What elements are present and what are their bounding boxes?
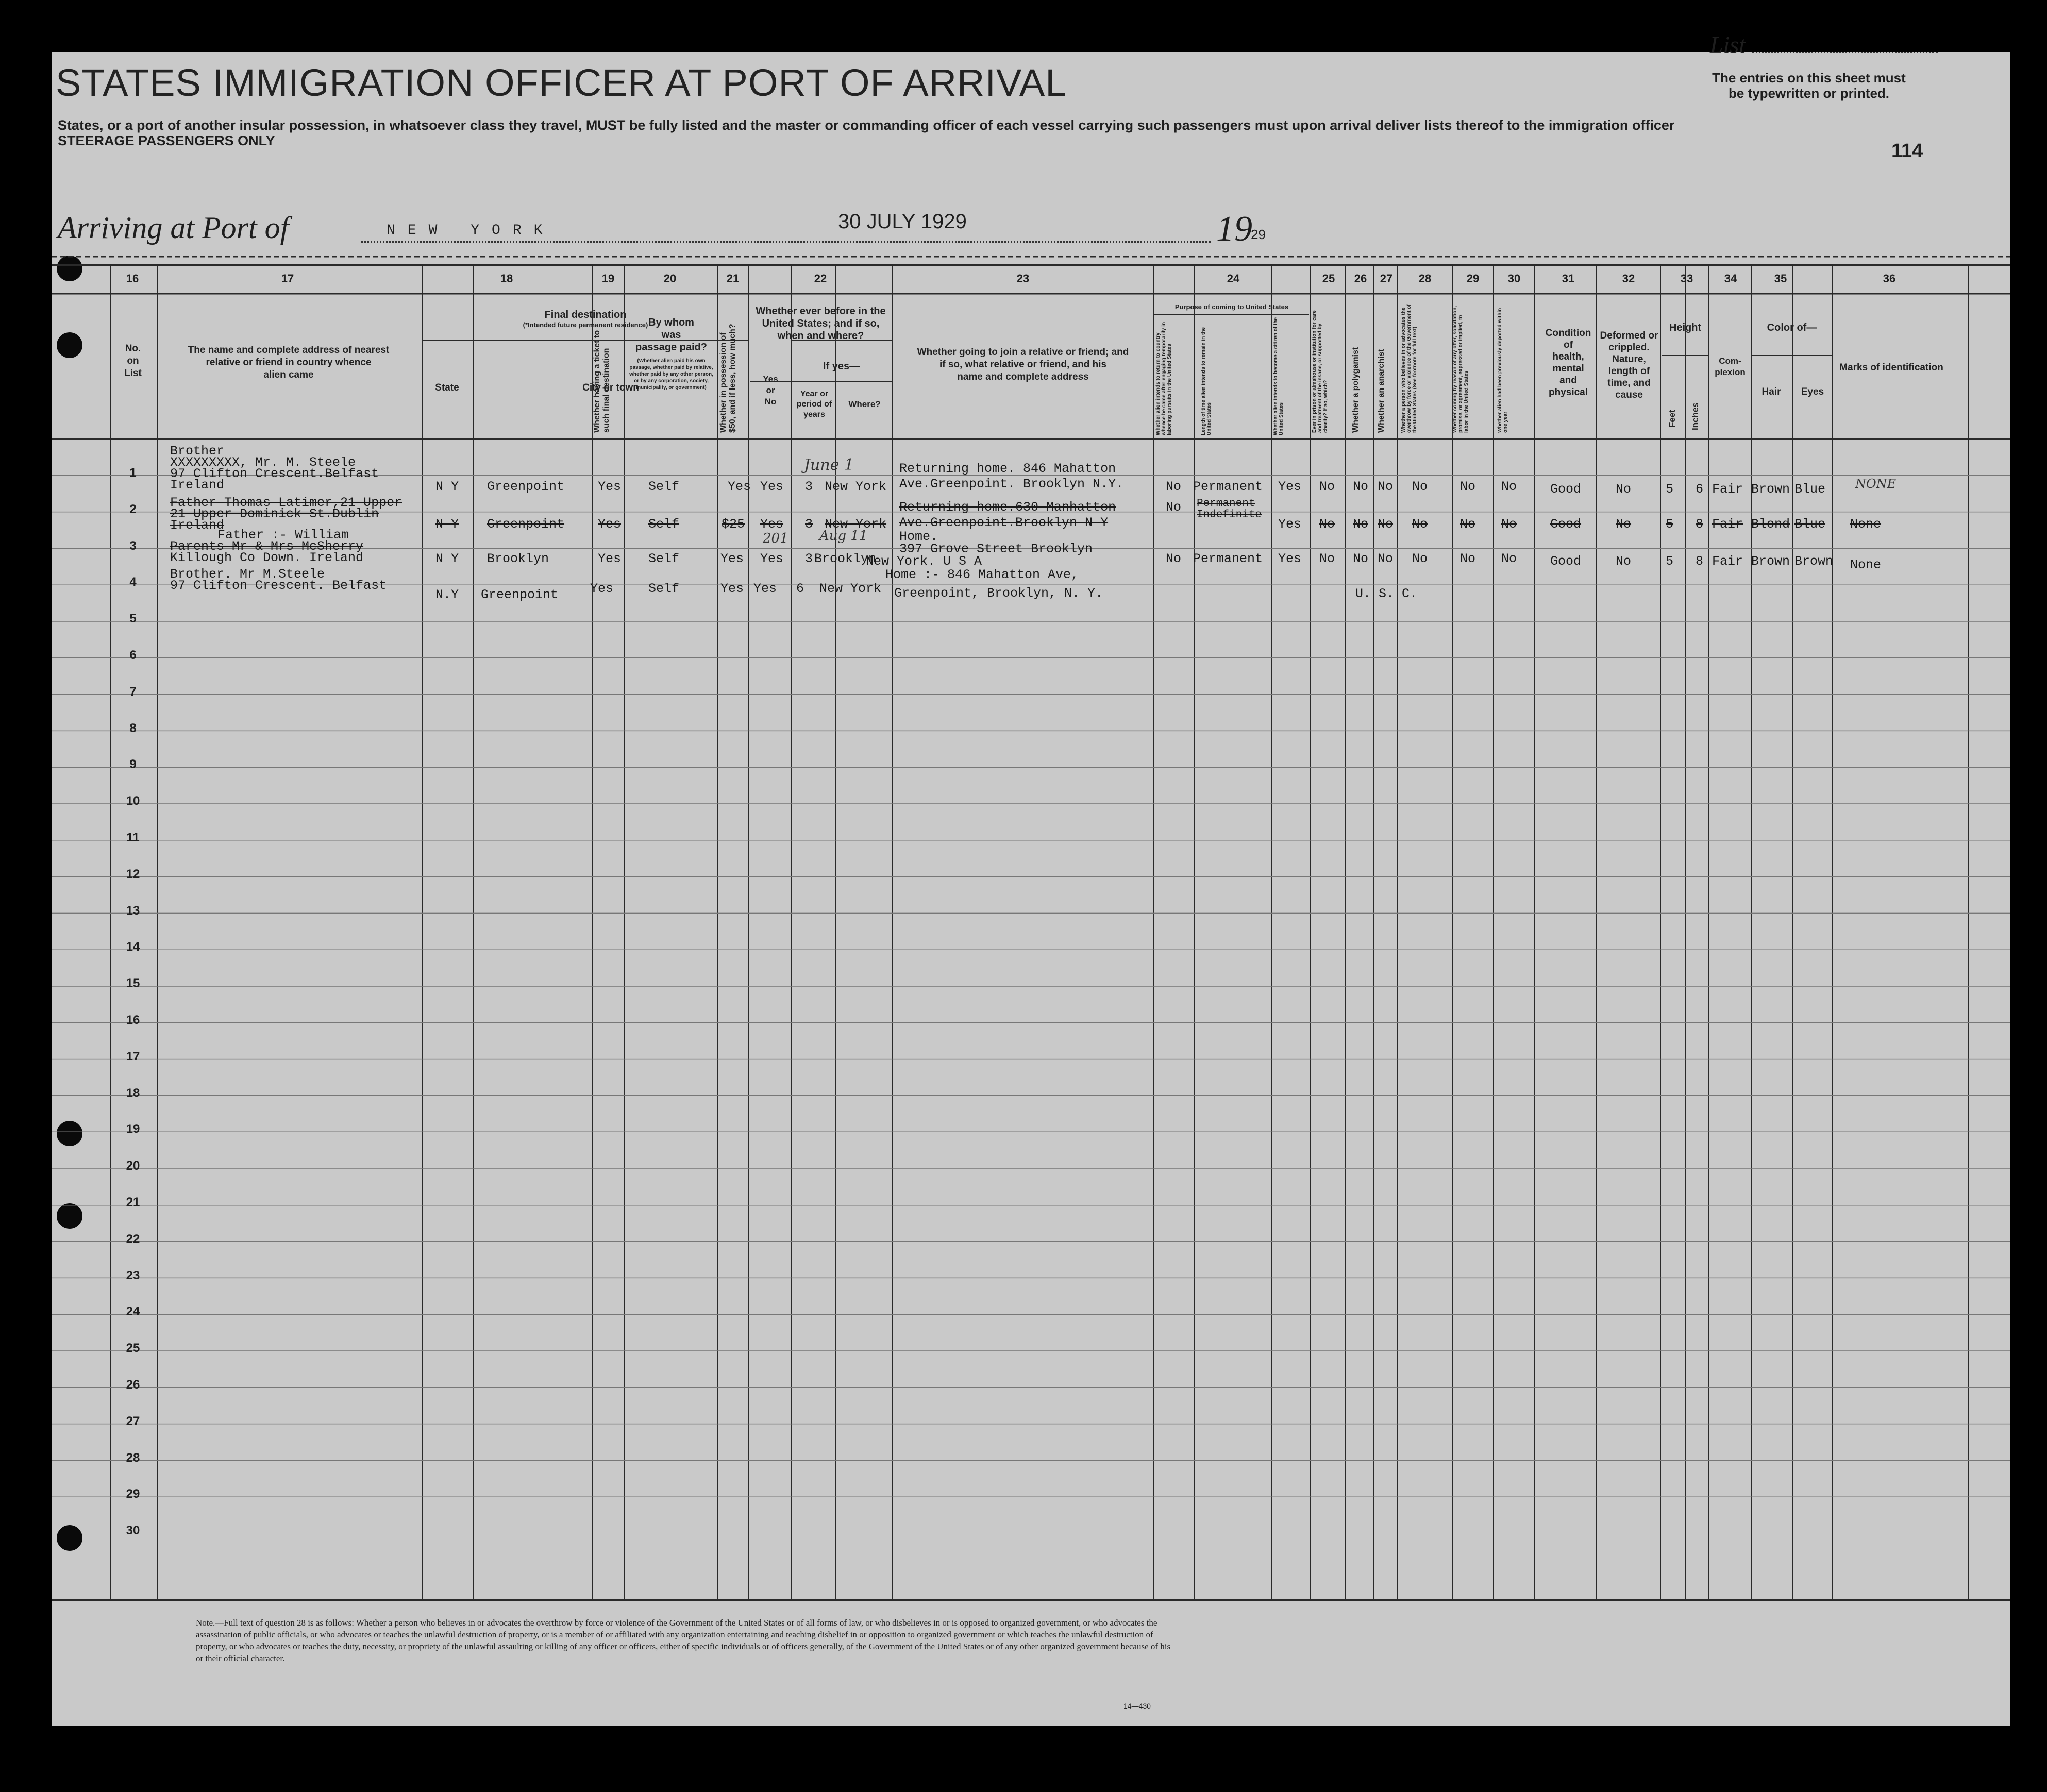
col-num: 23 xyxy=(1016,272,1030,285)
entry-3-return: No xyxy=(1166,551,1182,566)
header-inches: Inches xyxy=(1690,402,1700,430)
header-col29: Whether coming by reason of any offer, solicitation, promise, or agreement, expressed or implied, to labor in the United States xyxy=(1452,306,1469,433)
entry-4-join: Home :- 846 Mahatton Ave, Greenpoint, Brooklyn, N. Y. xyxy=(885,567,1103,601)
header-eyes: Eyes xyxy=(1801,386,1824,397)
arrival-date: 30 JULY 1929 xyxy=(838,210,967,233)
row-number: 9 xyxy=(129,757,137,772)
col-num: 33 xyxy=(1680,272,1693,285)
entry-1-before: Yes xyxy=(760,479,784,494)
entry-3-city: Brooklyn xyxy=(487,551,549,566)
header-col20: By whom was passage paid? (Whether alien paid his own passage, whether paid by relative, whether paid by any other person, or by any corporation, society, municipality, or government) xyxy=(629,317,713,391)
entry-1-complexion: Fair xyxy=(1712,482,1743,497)
entry-3-hair: Brown xyxy=(1751,554,1790,569)
entry-3-relative: Father :- William Parents Mr & Mrs McSherry Killough Co Down. Ireland xyxy=(170,528,364,565)
entry-3-polygamist: No xyxy=(1353,551,1369,566)
list-label: List xyxy=(1710,31,1746,58)
entry-4-paid: Self xyxy=(648,581,680,596)
entry-2-complexion: Fair xyxy=(1712,517,1743,532)
entry-3-offer: No xyxy=(1460,551,1476,566)
header-col19: Whether having a ticket to such final destination xyxy=(593,330,611,433)
entry-2-handwritten: Aug 11 xyxy=(819,528,868,544)
row-number: 12 xyxy=(126,867,140,881)
row-number: 7 xyxy=(129,684,137,699)
entry-3-years: 3 xyxy=(805,551,813,566)
row-number: 25 xyxy=(126,1341,140,1356)
entry-1-money: Yes xyxy=(728,479,751,494)
entry-3-state: N Y xyxy=(435,551,459,566)
entry-2-relative: Father Thomas Latimer,21 Upper 21 Upper Dominick St.Dublin Ireland xyxy=(170,495,402,533)
entry-3-paid: Self xyxy=(648,551,680,566)
col-num: 18 xyxy=(500,272,513,285)
entry-2-before: Yes xyxy=(760,517,784,532)
entry-1-join: Returning home. 846 Mahatton Ave.Greenpoint. Brooklyn N.Y. xyxy=(899,461,1124,492)
entry-2-paid: Self xyxy=(648,517,680,532)
col-num: 32 xyxy=(1622,272,1635,285)
entry-3-marks: None xyxy=(1850,557,1882,572)
col-num: 28 xyxy=(1418,272,1432,285)
entry-3-anarchist: No xyxy=(1378,551,1394,566)
row-number: 6 xyxy=(129,648,137,662)
arriving-label: Arriving at Port of xyxy=(58,211,289,245)
form-title: STATES IMMIGRATION OFFICER AT PORT OF ARRIVAL xyxy=(56,61,1067,104)
entry-4-ticket: Yes xyxy=(590,581,614,596)
header-col33: Height xyxy=(1669,322,1702,333)
entry-2-length-alt: Indefinite xyxy=(1197,509,1262,521)
header-feet: Feet xyxy=(1667,410,1677,428)
row-number: 13 xyxy=(126,903,140,918)
entry-1-inches: 6 xyxy=(1696,482,1704,497)
year-prefix: 19 xyxy=(1216,209,1252,249)
header-year: Year or period of years xyxy=(796,390,832,419)
row-number: 18 xyxy=(126,1086,140,1100)
header-col17: The name and complete address of nearest relative or friend in country whence alien came xyxy=(188,345,390,380)
row-number: 29 xyxy=(126,1487,140,1501)
entry-1-eyes: Blue xyxy=(1794,482,1826,497)
row-number: 8 xyxy=(129,721,137,735)
entry-4-where: New York xyxy=(819,581,882,596)
entry-2-city: Greenpoint xyxy=(487,517,565,532)
col-num: 24 xyxy=(1227,272,1240,285)
entry-1-where: New York xyxy=(825,479,887,494)
entry-3-overthrow: No xyxy=(1412,551,1428,566)
header-where: Where? xyxy=(848,399,881,409)
row-number: 11 xyxy=(126,831,140,844)
entry-3-handwritten: 201 xyxy=(763,531,788,546)
row-number: 30 xyxy=(126,1524,140,1538)
row-number: 20 xyxy=(126,1159,140,1173)
row-number: 19 xyxy=(126,1122,140,1137)
col-num: 17 xyxy=(281,272,294,285)
row-number: 28 xyxy=(126,1450,140,1465)
entry-2-polygamist: No xyxy=(1353,517,1369,532)
header-col34: Com- plexion xyxy=(1715,356,1746,377)
col-num: 16 xyxy=(126,272,139,285)
row-number: 23 xyxy=(126,1268,140,1282)
col-num: 25 xyxy=(1322,272,1335,285)
header-col21: Whether in possession of $50, and if less, how much? xyxy=(719,324,737,433)
typewrite-note: The entries on this sheet must be typewritten or printed. xyxy=(1712,70,1906,101)
header-hair: Hair xyxy=(1761,386,1781,397)
entry-2-hair: Blond xyxy=(1751,517,1790,532)
row-number: 22 xyxy=(126,1231,140,1246)
entry-4-years: 6 xyxy=(796,581,804,596)
entry-1-deported: No xyxy=(1501,479,1517,494)
header-col31: Condition of health, mental and physical xyxy=(1545,328,1591,398)
row-number: 10 xyxy=(126,794,140,808)
entry-2-inches: 8 xyxy=(1696,517,1704,532)
entry-4-before: Yes xyxy=(753,581,777,596)
form-subtitle: States, or a port of another insular possession, in whatsoever class they travel, MUST be fully listed and the master or commanding officer of each vessel carrying such passengers must upon arrival deliver lists thereof to the immigration officer xyxy=(58,117,1675,133)
entry-4-state: N.Y xyxy=(435,587,459,602)
entry-2-where: New York xyxy=(825,517,887,532)
entry-1-marks: NONE xyxy=(1855,477,1897,491)
header-col28: Whether a person who believes in or advocates the overthrow by force or violence of the Government of the United States (See footnote for full text) xyxy=(1401,304,1418,433)
entry-3-deported: No xyxy=(1501,551,1517,566)
entry-1-offer: No xyxy=(1460,479,1476,494)
entry-2-feet: 5 xyxy=(1666,517,1674,532)
entry-3-ticket: Yes xyxy=(598,551,622,566)
entry-1-polygamist: No xyxy=(1353,479,1369,494)
row-number: 2 xyxy=(129,502,137,516)
entry-1-anarchist: No xyxy=(1378,479,1394,494)
col-num: 30 xyxy=(1507,272,1521,285)
entry-2-length: Permanent xyxy=(1197,498,1255,510)
entry-2-deported: No xyxy=(1501,517,1517,532)
row-number: 21 xyxy=(126,1195,140,1209)
entry-4-city: Greenpoint xyxy=(481,587,559,602)
entry-1-citizen: Yes xyxy=(1278,479,1302,494)
col-num: 21 xyxy=(726,272,740,285)
col-num: 26 xyxy=(1354,272,1367,285)
header-col18: Final destination (*Intended future permanent residence) xyxy=(523,309,648,329)
row-number: 3 xyxy=(129,538,137,553)
header-col22: Whether ever before in the United States; and if so, when and where? xyxy=(756,306,886,342)
row-number: 5 xyxy=(129,612,137,626)
entry-1-city: Greenpoint xyxy=(487,479,565,494)
entry-1-hair: Brown xyxy=(1751,482,1790,497)
entry-1-feet: 5 xyxy=(1666,482,1674,497)
entry-2-citizen: Yes xyxy=(1278,517,1302,532)
entry-3-deformed: No xyxy=(1616,554,1632,569)
entry-2-anarchist: No xyxy=(1378,517,1394,532)
year-suffix: 29 xyxy=(1251,227,1266,242)
entry-3-complexion: Fair xyxy=(1712,554,1743,569)
entry-3-health: Good xyxy=(1550,554,1582,569)
entry-2-deformed: No xyxy=(1616,517,1632,532)
entry-3-money: Yes xyxy=(720,551,744,566)
entry-1-health: Good xyxy=(1550,482,1582,497)
entry-1-deformed: No xyxy=(1616,482,1632,497)
entry-3-join: Home. 397 Grove Street Brooklyn New York. U S A xyxy=(866,529,1093,569)
header-col26: Whether a polygamist xyxy=(1351,347,1360,433)
header-col24c: Whether alien intends to become a citizen of the United States xyxy=(1273,317,1284,435)
entry-3-eyes: Brown xyxy=(1794,554,1834,569)
entry-3-length: Permanent xyxy=(1193,551,1263,566)
header-city: City or town xyxy=(582,382,639,393)
page-number: 114 xyxy=(1891,140,1923,162)
header-col27: Whether an anarchist xyxy=(1377,349,1386,433)
row-number: 17 xyxy=(126,1049,140,1063)
entry-3-citizen: Yes xyxy=(1278,551,1302,566)
entry-3-feet: 5 xyxy=(1666,554,1674,569)
footnote: Note.—Full text of question 28 is as follows: Whether a person who believes in or advocates the overthrow by force or violence of the Government of the United States or of all forms of law, or who disbelieves in or is opposed to organized government, or who advocates the assassination of public officials, or who advocates or teaches the unlawful destruction of property, or is a member of or affiliated with any organization entertaining and teaching disbelief in or opposition to organized government or which teaches the unlawful destruction of property, or who advocates or teaches the duty, necessity, or propriety of the unlawful assaulting or killing of any officer or officers, either of specific individuals or of officers generally, of the Government of the United States or of any other organized government because of his or their official character. xyxy=(196,1618,1171,1663)
entry-3-where: Brooklyn xyxy=(814,551,877,566)
entry-2-health: Good xyxy=(1550,517,1582,532)
entry-3-before: Yes xyxy=(760,551,784,566)
col-num: 36 xyxy=(1883,272,1896,285)
header-col24: Purpose of coming to United States xyxy=(1174,303,1289,311)
header-col16: No. on List xyxy=(124,343,142,379)
entry-3-prison: No xyxy=(1319,551,1335,566)
entry-4-usc: U. S. C. xyxy=(1355,586,1418,601)
entry-1-handwritten: June 1 xyxy=(804,456,854,474)
row-number: 27 xyxy=(126,1414,140,1428)
header-col30: Whether alien had been previously deported within one year xyxy=(1497,308,1508,433)
col-num: 20 xyxy=(663,272,677,285)
col-num: 34 xyxy=(1724,272,1737,285)
row-number: 4 xyxy=(129,575,137,589)
entry-1-relative: Brother XXXXXXXXX, Mr. M. Steele 97 Clifton Crescent.Belfast Ireland xyxy=(170,444,379,493)
col-num: 31 xyxy=(1562,272,1575,285)
entry-1-length: Permanent xyxy=(1193,479,1263,494)
header-col35: Color of— xyxy=(1767,322,1817,333)
entry-2-state: N Y xyxy=(435,517,459,532)
entry-2-prison: No xyxy=(1319,517,1335,532)
col-num: 29 xyxy=(1466,272,1480,285)
form-code: 14—430 xyxy=(1123,1702,1151,1710)
row-number: 26 xyxy=(126,1378,140,1392)
header-state: State xyxy=(435,382,459,393)
entry-1-return: No xyxy=(1166,479,1182,494)
entry-2-money: $25 xyxy=(722,517,745,532)
entry-2-years: 3 xyxy=(805,517,813,532)
entry-4-money: Yes xyxy=(720,581,744,596)
steerage-label: STEERAGE PASSENGERS ONLY xyxy=(58,133,275,148)
entry-3-inches: 8 xyxy=(1696,554,1704,569)
entry-1-ticket: Yes xyxy=(598,479,622,494)
col-num: 35 xyxy=(1774,272,1787,285)
entry-1-paid: Self xyxy=(648,479,680,494)
entry-1-overthrow: No xyxy=(1412,479,1428,494)
col-num: 27 xyxy=(1380,272,1393,285)
entry-2-join: Returning home.630 Manhatton Ave.Greenpoint.Brooklyn N Y xyxy=(899,500,1116,530)
row-number: 15 xyxy=(126,976,140,991)
entry-4-relative: Brother. Mr M.Steele 97 Clifton Crescent. Belfast xyxy=(170,567,387,593)
port-name: NEW YORK xyxy=(387,223,555,239)
entry-2-offer: No xyxy=(1460,517,1476,532)
header-col24a: Whether alien intends to return to country whence he came after engaging temporarily in laboring pursuits in the United States xyxy=(1155,322,1172,435)
header-ifyes: If yes— xyxy=(823,361,860,372)
entry-1-state: N Y xyxy=(435,479,459,494)
entry-2-marks: None xyxy=(1850,517,1882,532)
col-num: 22 xyxy=(814,272,827,285)
entry-2-eyes: Blue xyxy=(1794,517,1826,532)
entry-2-return: No xyxy=(1166,500,1182,515)
col-num: 19 xyxy=(601,272,615,285)
header-col36: Marks of identification xyxy=(1839,362,1943,373)
header-col24b: Length of time alien intends to remain in the United States xyxy=(1201,327,1212,435)
header-col25: Ever in prison or almshouse or institution for care and treatment of the insane, or supported by charity? If so, which? xyxy=(1312,310,1329,433)
header-col23: Whether going to join a relative or friend; and if so, what relative or friend, and his name and complete address xyxy=(917,347,1129,382)
row-number: 24 xyxy=(126,1305,140,1319)
row-number: 1 xyxy=(129,466,137,480)
row-number: 14 xyxy=(126,940,140,954)
entry-2-overthrow: No xyxy=(1412,517,1428,532)
header-col32: Deformed or crippled. Nature, length of time, and cause xyxy=(1600,330,1658,400)
header-yesno: Yes or No xyxy=(763,374,778,407)
entry-1-prison: No xyxy=(1319,479,1335,494)
entry-2-ticket: Yes xyxy=(598,517,622,532)
row-number: 16 xyxy=(126,1013,140,1027)
entry-1-years: 3 xyxy=(805,479,813,494)
